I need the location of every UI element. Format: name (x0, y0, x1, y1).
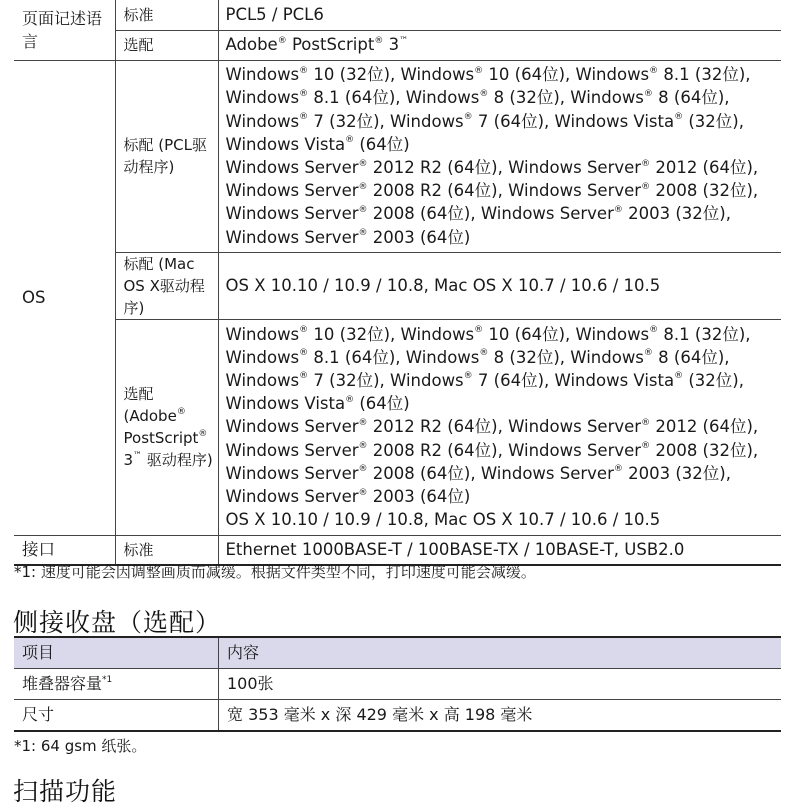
row-label (14, 700, 219, 732)
os-line: Windows® 10 (32位), Windows® 10 (64位), Windows® 8.1 (32位), (225, 324, 751, 344)
pdl-std-value: PCL5 / PCL6 (225, 5, 324, 25)
os-line: Windows® 10 (32位), Windows® 10 (64位), Windows® 8.1 (32位), (225, 65, 751, 85)
section-title-side-tray: 侧接收盘（选配） (13, 608, 222, 637)
table-row (14, 669, 781, 700)
os-line: OS X 10.10 / 10.9 / 10.8, Mac OS X 10.7 / 10.6 / 10.5 (225, 510, 661, 530)
os-line: Windows Server® 2008 (64位), Windows Server® 2003 (32位), (225, 463, 731, 483)
os-line: Windows Vista® (64位) (225, 394, 410, 414)
os-line: Windows Server® 2008 R2 (64位), Windows Server® 2008 (32位), (225, 440, 759, 460)
ps-os-list (218, 319, 781, 535)
os-line: Windows Server® 2003 (64位) (225, 227, 471, 247)
pdl-label: 页面记述语言 (14, 0, 115, 60)
pcl-label: 标配 (PCL驱动程序) (115, 60, 218, 252)
row-label (14, 669, 219, 700)
os-line: Windows Server® 2012 R2 (64位), Windows Server® 2012 (64位), (225, 158, 759, 177)
iface-value: Ethernet 1000BASE-T / 100BASE-TX / 10BASE-T, USB2.0 (218, 535, 781, 565)
os-line: Windows Server® 2003 (64位) (225, 487, 471, 506)
mac-label: 标配 (Mac OS X驱动程序) (115, 252, 218, 319)
header-item: 项目 (14, 637, 219, 669)
table-row (14, 700, 781, 732)
row-value: 100张 (219, 669, 782, 700)
pdl-opt-label: 选配 (115, 30, 218, 60)
os-line: Windows Server® 2012 R2 (64位), Windows Server® 2012 (64位), (225, 417, 759, 437)
iface-std-label: 标准 (115, 535, 218, 565)
side-tray-table (14, 636, 781, 732)
os-line: Windows® 7 (32位), Windows® 7 (64位), Windows Vista® (32位), (225, 111, 744, 131)
os-line: Windows® 8.1 (64位), Windows® 8 (32位), Windows® 8 (64位), (225, 88, 730, 108)
pdl-opt-value: Adobe® PostScript® 3™ (218, 30, 781, 60)
row-label-text: 堆叠器容量 (22, 674, 103, 693)
os-line: Windows® 7 (32位), Windows® 7 (64位), Windows Vista® (32位), (225, 370, 744, 390)
ps-label: 选配 (Adobe® PostScript® 3™ 驱动程序) (115, 319, 218, 535)
os-line: Windows Server® 2008 R2 (64位), Windows Server® 2008 (32位), (225, 181, 759, 201)
row-value: 宽 353 毫米 x 深 429 毫米 x 高 198 毫米 (219, 700, 782, 732)
section-title-scan: 扫描功能 (13, 777, 118, 806)
os-line: Windows® 8.1 (64位), Windows® 8 (32位), Windows® 8 (64位), (225, 347, 730, 367)
os-line: Windows Server® 2008 (64位), Windows Server® 2003 (32位), (225, 204, 731, 224)
row-label-sup: *1 (102, 674, 113, 685)
footnote-speed: *1: 速度可能会因调整画质而减缓。根据文件类型不同，打印速度可能会减缓。 (14, 563, 536, 581)
pdl-std-label: 标准 (115, 0, 218, 30)
mac-value: OS X 10.10 / 10.9 / 10.8, Mac OS X 10.7 / 10.6 / 10.5 (218, 252, 781, 319)
os-label: OS (14, 60, 115, 535)
pcl-os-list (218, 60, 781, 252)
header-content: 内容 (219, 637, 782, 669)
iface-label: 接口 (14, 535, 115, 565)
spec-table (14, 0, 781, 566)
os-line: Windows Vista® (64位) (225, 134, 410, 154)
row-label-text: 尺寸 (22, 705, 55, 724)
footnote-paper: *1: 64 gsm 纸张。 (14, 737, 147, 755)
